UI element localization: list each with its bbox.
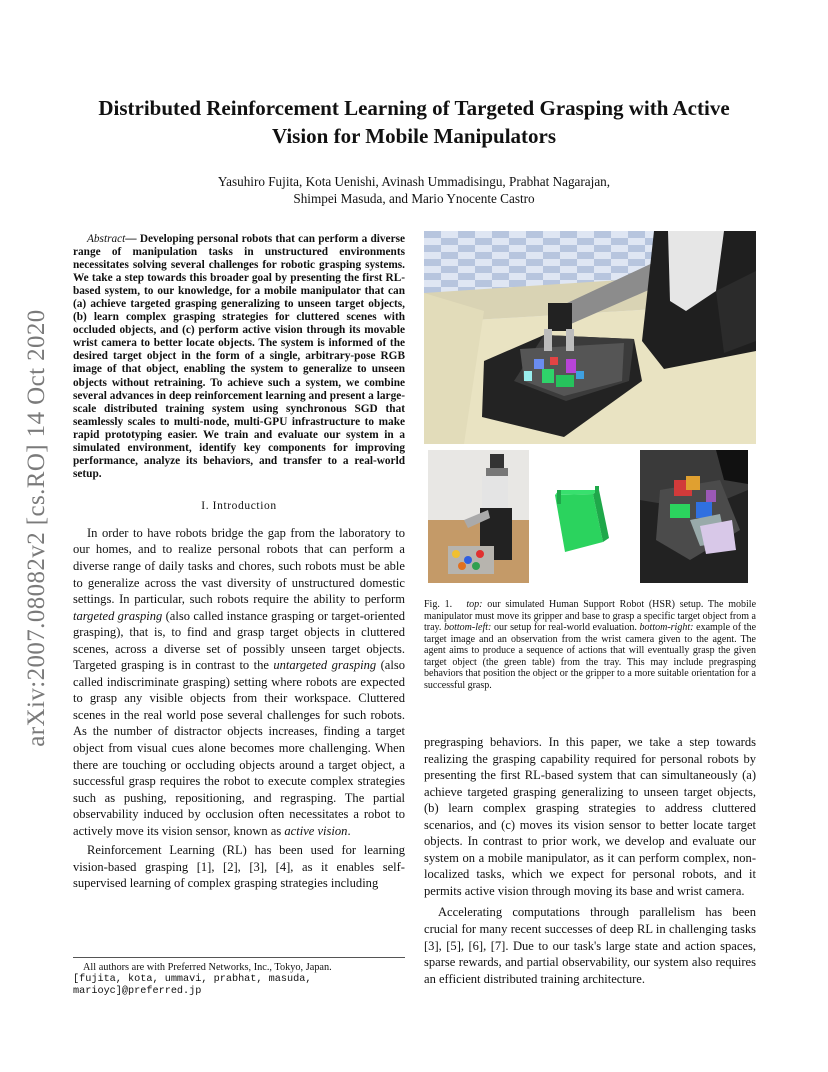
- section-heading-introduction: I. Introduction: [201, 499, 277, 512]
- arxiv-id: arXiv:2007.08082v2 [cs.RO] 14 Oct 2020: [23, 309, 50, 747]
- authors-line-1: Yasuhiro Fujita, Kota Uenishi, Avinash Ummadisingu, Prabhat Nagarajan,: [217, 174, 611, 189]
- footnote: [73, 957, 405, 998]
- abstract-dash: —: [125, 233, 140, 245]
- intro-paragraph-2: Reinforcement Learning (RL) has been used for learning vision-based grasping [1], [2], [3], [4], as it enables self-supervised learning of complex grasping strategies including: [73, 843, 405, 891]
- text-run: example of the target image and an observation from the wrist camera given to the agent. The agent aims to produce a sequence of actions that will eventually grasp the given target object (the green table) from the tray. This may include pregrasping behaviors that position the object or the gripper to a more suitable orientation for a successful grasp.: [424, 622, 757, 691]
- caption-label: Fig. 1.: [424, 599, 453, 610]
- real-robot-image: [428, 450, 529, 583]
- sim-hsr-image: [424, 231, 756, 444]
- wrist-camera-image: [640, 450, 748, 583]
- authors-line-2: Shimpei Masuda, and Mario Ynocente Castro: [293, 191, 535, 206]
- right-paragraph-2: Accelerating computations through parallelism has been crucial for many recent successes of deep RL in challenging tasks [3], [5], [6], [7]. Due to our task's large state and action spaces, sparse rewards, and partial observability, our system also requires an efficient distributed training architecture.: [424, 905, 756, 986]
- term-active-vision: active vision: [284, 823, 348, 838]
- abstract-label: Abstract: [87, 233, 126, 245]
- caption-bottom-right-label: bottom-right:: [639, 622, 694, 634]
- left-column: [73, 233, 405, 892]
- intro-paragraph-1: [73, 525, 405, 839]
- abstract: [73, 233, 405, 481]
- text-run: our simulated Human Support Robot (HSR) setup. The mobile manipulator must move its gripper and base to grasp a specific target object from a tray.: [424, 599, 757, 634]
- text-run: In order to have robots bridge the gap from the laboratory to our homes, and to realize personal robots that can perform a diverse range of daily tasks and chores, such robots must be able to generalize across the vast diversity of unstructured domestic settings. In particular, such robots require the ability to perform: [73, 525, 405, 607]
- footnote-text: All authors are with Preferred Networks, Inc., Tokyo, Japan.: [83, 962, 332, 973]
- caption-top-label: top:: [466, 599, 483, 610]
- target-green-table-image: [535, 450, 633, 583]
- caption-bottom-left-label: bottom-left:: [444, 622, 492, 634]
- footnote-emails: [fujita, kota, ummavi, prabhat, masuda, marioyc]@preferred.jp: [73, 974, 312, 997]
- term-targeted-grasping: targeted grasping: [73, 608, 163, 623]
- figure-caption: [424, 599, 756, 691]
- term-untargeted-grasping: untargeted grasping: [273, 658, 377, 673]
- arxiv-stamp: [22, 288, 52, 768]
- abstract-text: Developing personal robots that can perform a diverse range of manipulation tasks in unstructured environments necessitates solving several challenges for robotic grasping systems. We take a step towards this broader goal by presenting the first RL-based system, to our knowledge, for a mobile manipulator that can (a) achieve targeted grasping generalizing to unseen target objects, (b) learn complex grasping strategies for cluttered scenes with occluded objects, and (c) perform active vision through its movable wrist camera to better locate objects. The system is informed of the desired target object in the form of a single, arbitrary-pose RGB image of that object, enabling the system to generalize to unseen objects without retraining. To achieve such a system, we combine several advances in deep reinforcement learning and present a large-scale distributed training system using synchronous SGD that seamlessly scales to multi-node, multi-GPU infrastructure to make rapid prototyping easier. We train and evaluate our system in a simulated environment, identify key components for improving performance, analyze its behaviors, and transfer to a real-world setup.: [73, 233, 405, 480]
- right-column: [424, 734, 756, 987]
- author-list: [60, 173, 768, 207]
- figure-wrist-camera: [640, 450, 748, 583]
- figure-sim-hsr: [424, 231, 756, 444]
- text-run: .: [347, 823, 351, 838]
- right-paragraph-1: pregrasping behaviors. In this paper, we take a step towards realizing the grasping capability required for personal robots by presenting the first RL-based system that can simultaneously (a) achieve targeted grasping generalizing to unseen target objects, (b) learn complex grasping strategies to address cluttered scenarios, and (c) moves its vision sensor to better locate target objects. In contrast to prior work, we develop and evaluate our system on a mobile manipulator, as it can perform complex, non-localized tasks, which we expect for personal robots, and it permits active vision through moving its base and wrist camera.: [424, 735, 756, 898]
- text-run: our setup for real-world evaluation.: [491, 622, 640, 634]
- title-line-1: Distributed Reinforcement Learning of Targeted Grasping with Active: [98, 96, 730, 120]
- figure-target-image: [535, 450, 633, 583]
- figure-real-robot: [428, 450, 529, 583]
- paper-title: [60, 94, 768, 150]
- title-line-2: Vision for Mobile Manipulators: [271, 124, 557, 148]
- text-run: (also called indiscriminate grasping) setting where robots are expected to grasp any visible objects from their workspace. Cluttered scenes in the real world pose several challenges for such robots. As the number of distractor objects increases, finding a target object from visual cues alone becomes more challenging. When there are touching or occluding objects around a target object, a successful grasp requires the robot to execute complex strategies such as pushing, repositioning, and regrasping. The partial observability induced by occlusion often necessitates a robot to actively move its vision sensor, known as: [73, 658, 405, 838]
- text-run: (also called instance grasping or target-oriented grasping), that is, to find and grasp target objects in cluttered scenes, across a diverse set of possibly unseen target objects. Targeted grasping is in contrast to the: [73, 608, 405, 673]
